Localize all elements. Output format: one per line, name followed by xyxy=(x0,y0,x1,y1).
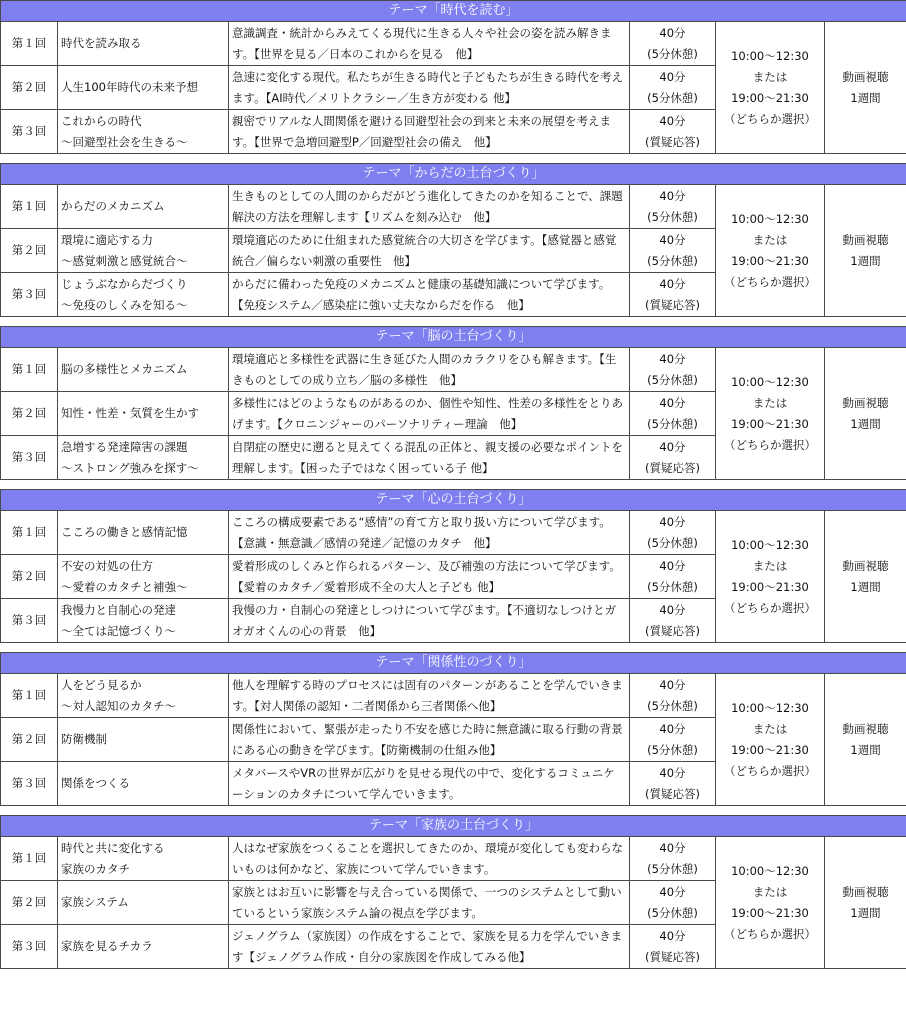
session-title: 急増する発達障害の課題 〜ストロング強みを探す〜 xyxy=(58,436,229,480)
session-description: 生きものとしての人間のからだがどう進化してきたのかを知ることで、課題解決の方法を理解します【リズムを刻み込む 他】 xyxy=(229,185,630,229)
session-time: 10:00〜12:30 または 19:00〜21:30 （どちらか選択） xyxy=(716,837,825,969)
session-description: 環境適応と多様性を武器に生き延びた人間のカラクリをひも解きます。【生きものとしての成り立ち／脳の多様性 他】 xyxy=(229,348,630,392)
schedule-table xyxy=(0,0,906,154)
viewing-mode: 動画視聴 1週間 xyxy=(825,837,906,969)
theme-header: テーマ「脳の土台づくり」 xyxy=(1,327,906,348)
session-number: 第３回 xyxy=(1,273,58,317)
session-number: 第２回 xyxy=(1,881,58,925)
session-description: 多様性にはどのようなものがあるのか、個性や知性、性差の多様性をとりあげます。【クロニンジャーのパーソナリティー理論 他】 xyxy=(229,392,630,436)
session-time: 10:00〜12:30 または 19:00〜21:30 （どちらか選択） xyxy=(716,348,825,480)
theme-header: テーマ「心の土台づくり」 xyxy=(1,490,906,511)
viewing-mode: 動画視聴 1週間 xyxy=(825,674,906,806)
session-number: 第３回 xyxy=(1,762,58,806)
theme-header: テーマ「関係性のづくり」 xyxy=(1,653,906,674)
viewing-mode: 動画視聴 1週間 xyxy=(825,185,906,317)
session-number: 第２回 xyxy=(1,66,58,110)
session-duration: 40分 (質疑応答) xyxy=(630,436,716,480)
session-row xyxy=(1,511,906,555)
session-description: 意識調査・統計からみえてくる現代に生きる人々や社会の姿を読み解きます。【世界を見る／日本のこれからを見る 他】 xyxy=(229,22,630,66)
theme-section xyxy=(0,0,906,154)
session-title: 人生100年時代の未来予想 xyxy=(58,66,229,110)
session-duration: 40分 (5分休憩) xyxy=(630,66,716,110)
session-number: 第３回 xyxy=(1,599,58,643)
session-description: 我慢の力・自制心の発達としつけについて学びます。【不適切なしつけとガオガオくんの心の背景 他】 xyxy=(229,599,630,643)
session-title: からだのメカニズム xyxy=(58,185,229,229)
section-gap xyxy=(0,480,906,489)
session-time: 10:00〜12:30 または 19:00〜21:30 （どちらか選択） xyxy=(716,511,825,643)
session-number: 第１回 xyxy=(1,837,58,881)
session-number: 第１回 xyxy=(1,674,58,718)
session-duration: 40分 (5分休憩) xyxy=(630,348,716,392)
session-duration: 40分 (質疑応答) xyxy=(630,273,716,317)
session-title: 脳の多様性とメカニズム xyxy=(58,348,229,392)
section-gap xyxy=(0,317,906,326)
session-duration: 40分 (5分休憩) xyxy=(630,555,716,599)
session-description: 人はなぜ家族をつくることを選択してきたのか、環境が変化しても変わらないものは何かなど、家族について学んでいきます。 xyxy=(229,837,630,881)
session-title: こころの働きと感情記憶 xyxy=(58,511,229,555)
session-title: じょうぶなからだづくり 〜免疫のしくみを知る〜 xyxy=(58,273,229,317)
session-description: からだに備わった免疫のメカニズムと健康の基礎知識について学びます。【免疫システム／感染症に強い丈夫なからだを作る 他】 xyxy=(229,273,630,317)
schedule-table xyxy=(0,815,906,969)
session-duration: 40分 (5分休憩) xyxy=(630,674,716,718)
session-description: 親密でリアルな人間関係を避ける回避型社会の到来と未来の展望を考えます。【世界で急増回避型P／回避型社会の備え 他】 xyxy=(229,110,630,154)
session-title: 人をどう見るか 〜対人認知のカタチ〜 xyxy=(58,674,229,718)
session-description: 家族とはお互いに影響を与え合っている関係で、一つのシステムとして動いているという家族システム論の視点を学びます。 xyxy=(229,881,630,925)
session-number: 第３回 xyxy=(1,110,58,154)
theme-section xyxy=(0,815,906,969)
session-duration: 40分 (5分休憩) xyxy=(630,511,716,555)
session-title: 防衛機制 xyxy=(58,718,229,762)
session-duration: 40分 (5分休憩) xyxy=(630,881,716,925)
session-row xyxy=(1,185,906,229)
session-description: 自閉症の歴史に遡ると見えてくる混乱の正体と、親支援の必要なポイントを理解します。【困った子ではなく困っている子 他】 xyxy=(229,436,630,480)
session-description: メタバースやVRの世界が広がりを見せる現代の中で、変化するコミュニケーションのカタチについて学んでいきます。 xyxy=(229,762,630,806)
session-duration: 40分 (質疑応答) xyxy=(630,925,716,969)
session-number: 第３回 xyxy=(1,925,58,969)
session-description: 急速に変化する現代。私たちが生きる時代と子どもたちが生きる時代を考えます。【AI時代／メリトクラシー／生き方が変わる 他】 xyxy=(229,66,630,110)
session-duration: 40分 (5分休憩) xyxy=(630,392,716,436)
theme-section xyxy=(0,652,906,806)
session-duration: 40分 (質疑応答) xyxy=(630,762,716,806)
session-number: 第１回 xyxy=(1,348,58,392)
session-title: 関係をつくる xyxy=(58,762,229,806)
session-title: 家族を見るチカラ xyxy=(58,925,229,969)
session-time: 10:00〜12:30 または 19:00〜21:30 （どちらか選択） xyxy=(716,674,825,806)
session-title: 家族システム xyxy=(58,881,229,925)
section-gap xyxy=(0,154,906,163)
session-description: 環境適応のために仕組まれた感覚統合の大切さを学びます。【感覚器と感覚統合／偏らない刺激の重要性 他】 xyxy=(229,229,630,273)
session-number: 第２回 xyxy=(1,392,58,436)
schedule-table xyxy=(0,326,906,480)
session-duration: 40分 (5分休憩) xyxy=(630,229,716,273)
session-description: 愛着形成のしくみと作られるパターン、及び補強の方法について学びます。【愛着のカタチ／愛着形成不全の大人と子ども 他】 xyxy=(229,555,630,599)
theme-section xyxy=(0,163,906,317)
session-number: 第３回 xyxy=(1,436,58,480)
session-title: これからの時代 〜回避型社会を生きる〜 xyxy=(58,110,229,154)
session-description: 関係性において、緊張が走ったり不安を感じた時に無意識に取る行動の背景にある心の動きを学びます。【防衛機制の仕組み他】 xyxy=(229,718,630,762)
theme-header: テーマ「家族の土台づくり」 xyxy=(1,816,906,837)
session-row xyxy=(1,837,906,881)
viewing-mode: 動画視聴 1週間 xyxy=(825,22,906,154)
session-duration: 40分 (5分休憩) xyxy=(630,718,716,762)
viewing-mode: 動画視聴 1週間 xyxy=(825,348,906,480)
section-gap xyxy=(0,643,906,652)
session-duration: 40分 (5分休憩) xyxy=(630,185,716,229)
session-title: 知性・性差・気質を生かす xyxy=(58,392,229,436)
session-duration: 40分 (質疑応答) xyxy=(630,110,716,154)
session-duration: 40分 (5分休憩) xyxy=(630,22,716,66)
theme-section xyxy=(0,326,906,480)
session-row xyxy=(1,22,906,66)
session-time: 10:00〜12:30 または 19:00〜21:30 （どちらか選択） xyxy=(716,185,825,317)
session-number: 第１回 xyxy=(1,511,58,555)
session-number: 第２回 xyxy=(1,718,58,762)
schedule-table xyxy=(0,652,906,806)
viewing-mode: 動画視聴 1週間 xyxy=(825,511,906,643)
schedule-table xyxy=(0,489,906,643)
session-duration: 40分 (質疑応答) xyxy=(630,599,716,643)
theme-header: テーマ「時代を読む」 xyxy=(1,1,906,22)
session-number: 第２回 xyxy=(1,555,58,599)
session-title: 環境に適応する力 〜感覚刺激と感覚統合〜 xyxy=(58,229,229,273)
session-description: こころの構成要素である“感情”の育て方と取り扱い方について学びます。【意識・無意識／感情の発達／記憶のカタチ 他】 xyxy=(229,511,630,555)
session-title: 不安の対処の仕方 〜愛着のカタチと補強〜 xyxy=(58,555,229,599)
session-number: 第１回 xyxy=(1,185,58,229)
theme-section xyxy=(0,489,906,643)
session-number: 第１回 xyxy=(1,22,58,66)
session-duration: 40分 (5分休憩) xyxy=(630,837,716,881)
session-title: 我慢力と自制心の発達 〜全ては記憶づくり〜 xyxy=(58,599,229,643)
session-title: 時代と共に変化する 家族のカタチ xyxy=(58,837,229,881)
session-time: 10:00〜12:30 または 19:00〜21:30 （どちらか選択） xyxy=(716,22,825,154)
schedule-table xyxy=(0,163,906,317)
section-gap xyxy=(0,806,906,815)
session-number: 第２回 xyxy=(1,229,58,273)
session-description: 他人を理解する時のプロセスには固有のパターンがあることを学んでいきます。【対人関係の認知・二者関係から三者関係へ他】 xyxy=(229,674,630,718)
session-row xyxy=(1,674,906,718)
theme-header: テーマ「からだの土台づくり」 xyxy=(1,164,906,185)
session-title: 時代を読み取る xyxy=(58,22,229,66)
session-description: ジェノグラム（家族図）の作成をすることで、家族を見る力を学んでいきます【ジェノグラム作成・自分の家族図を作成してみる他】 xyxy=(229,925,630,969)
session-row xyxy=(1,348,906,392)
